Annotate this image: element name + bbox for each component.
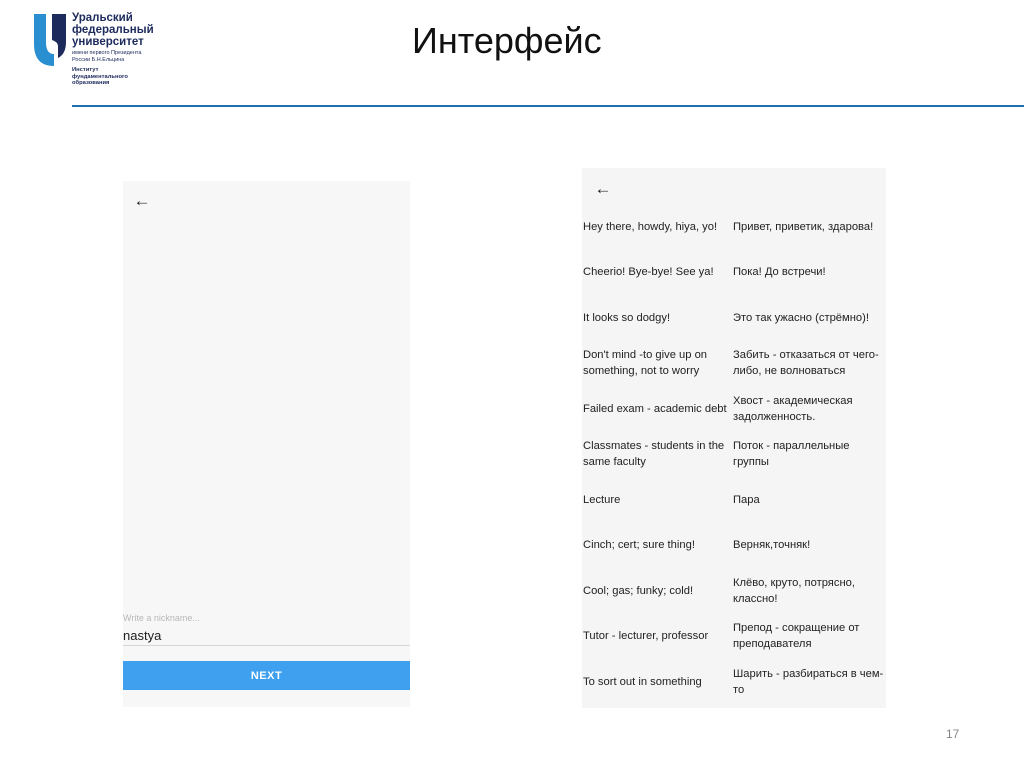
list-item[interactable]	[582, 341, 886, 387]
phrase-russian: Пока! До встречи!	[733, 266, 826, 279]
phrase-russian: Верняк,точняк!	[733, 539, 811, 552]
phrase-russian: Препод - сокращение от преподавателя	[733, 622, 860, 651]
phrase-russian: Пара	[733, 493, 760, 506]
phrasebook-screen	[582, 168, 886, 708]
page-number: 17	[946, 727, 960, 741]
university-emblem-icon	[32, 12, 68, 70]
phrase-english: Cool; gas; funky; cold!	[583, 584, 694, 597]
list-item[interactable]	[582, 386, 886, 432]
phrase-russian: Хвост - академическая задолженность.	[733, 394, 853, 423]
list-item[interactable]	[582, 568, 886, 614]
list-item[interactable]	[582, 250, 886, 296]
phrase-russian: Поток - параллельные группы	[733, 440, 850, 469]
phrase-russian: Это так ужасно (стрёмно)!	[733, 311, 869, 324]
phrase-russian: Клёво, круто, потрясно, классно!	[733, 576, 855, 605]
arrow-left-icon[interactable]: ←	[594, 178, 612, 198]
phrase-english: To sort out in something	[583, 675, 702, 688]
list-item[interactable]	[582, 295, 886, 341]
list-item[interactable]	[582, 659, 886, 705]
university-name	[72, 12, 172, 87]
phrase-russian: Шарить - разбираться в чем-то	[733, 667, 884, 696]
nickname-screen	[123, 181, 410, 707]
institute-name	[72, 67, 172, 87]
university-logo	[32, 12, 172, 102]
nickname-input[interactable]	[123, 625, 410, 646]
phrase-english: Failed exam - academic debt	[583, 402, 727, 415]
phrase-list	[582, 204, 886, 705]
next-button[interactable]: NEXT	[123, 661, 410, 690]
slide-title: Интерфейс	[412, 20, 602, 61]
institute-name-line-1: Институт	[72, 67, 99, 73]
university-subtitle	[72, 50, 172, 63]
phrase-russian: Привет, приветик, здарова!	[733, 220, 874, 233]
university-name-line-1: Уральский	[72, 12, 133, 24]
list-item[interactable]	[582, 614, 886, 660]
phrase-english: Lecture	[583, 493, 621, 506]
phrase-english: Hey there, howdy, hiya, yo!	[583, 220, 718, 233]
institute-name-line-2: фундаментального	[72, 73, 128, 80]
list-item[interactable]	[582, 204, 886, 250]
university-name-line-2: федеральный	[72, 24, 154, 36]
phrase-english: Classmates - students in the same faculty	[583, 440, 725, 469]
header-divider	[72, 105, 1024, 107]
phrase-english: Tutor - lecturer, professor	[583, 630, 709, 643]
list-item[interactable]	[582, 477, 886, 523]
arrow-left-icon[interactable]: ←	[133, 190, 151, 210]
institute-name-line-3: образования	[72, 80, 110, 86]
university-subtitle-line-1: имени первого Президента	[72, 50, 142, 56]
list-item[interactable]	[582, 523, 886, 569]
phrase-english: Cinch; cert; sure thing!	[583, 539, 695, 552]
university-subtitle-line-2: России Б.Н.Ельцина	[72, 56, 125, 63]
list-item[interactable]	[582, 432, 886, 478]
phrase-russian: Забить - отказаться от чего-либо, не волноваться	[733, 349, 879, 378]
university-name-line-3: университет	[72, 36, 144, 48]
nickname-placeholder-label: Write a nickname...	[123, 613, 200, 623]
phrase-english: Don't mind -to give up on something, not to worry	[583, 349, 708, 378]
phrase-english: Cheerio! Bye-bye! See ya!	[583, 266, 714, 279]
phrase-english: It looks so dodgy!	[583, 311, 671, 324]
